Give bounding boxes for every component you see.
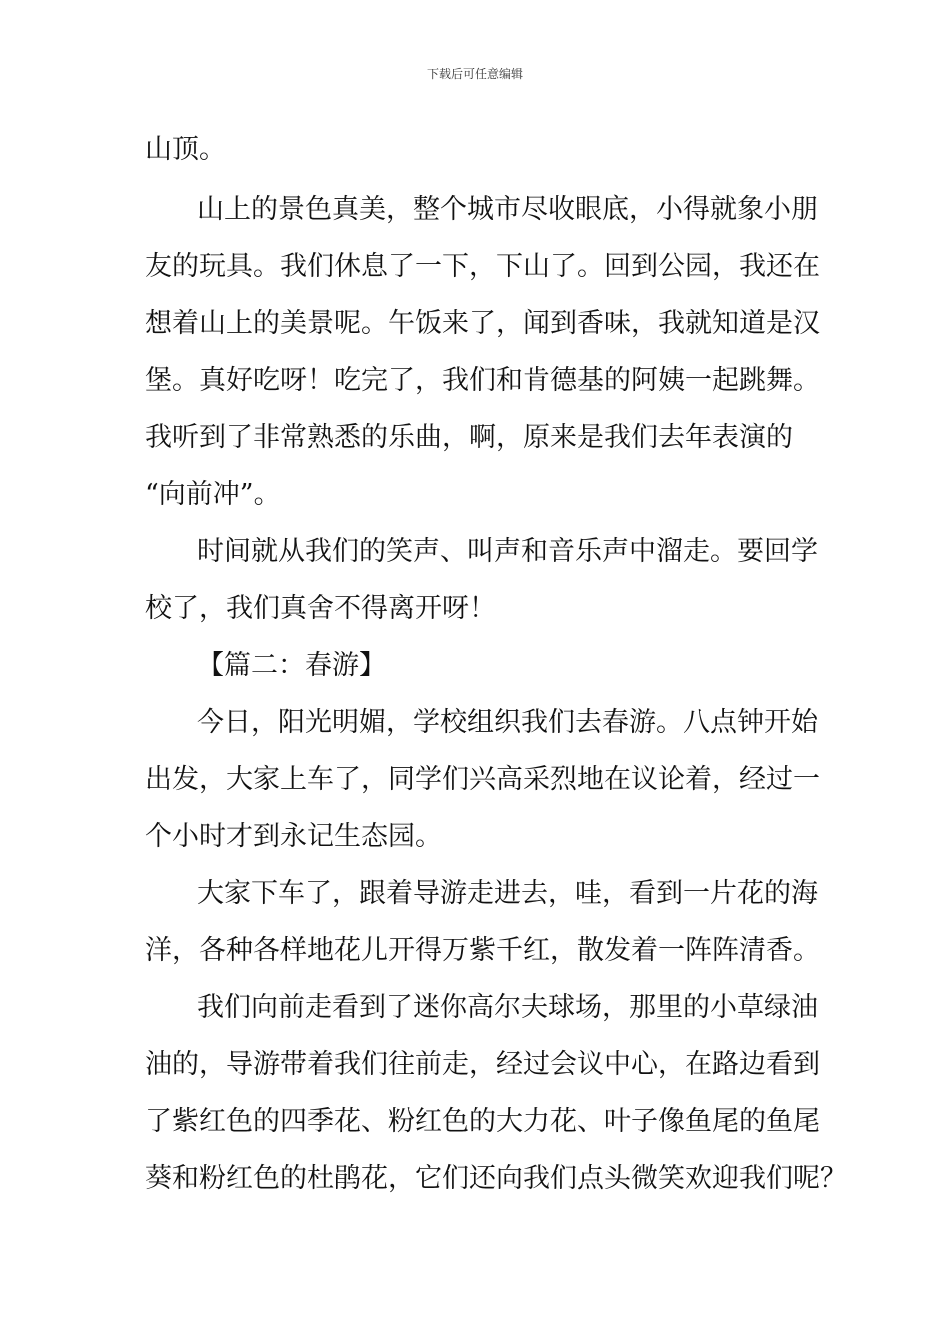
text-line: 山上的景色真美，整个城市尽收眼底，小得就象小朋: [197, 194, 818, 225]
text-line: “向前冲”。: [145, 479, 281, 510]
text-line: 我们向前走看到了迷你高尔夫球场，那里的小草绿油: [197, 992, 818, 1023]
text-line: 友的玩具。我们休息了一下，下山了。回到公园，我还在: [145, 251, 820, 282]
text-line: 葵和粉红色的杜鹃花，它们还向我们点头微笑欢迎我们呢？: [145, 1163, 847, 1194]
text-line: 想着山上的美景呢。午饭来了，闻到香味，我就知道是汉: [145, 308, 820, 339]
text-line: 堡。真好吃呀！吃完了，我们和肯德基的阿姨一起跳舞。: [145, 365, 820, 396]
text-line: 校了，我们真舍不得离开呀！: [145, 593, 496, 624]
text-line: 山顶。: [145, 134, 226, 165]
text-line: 今日，阳光明媚，学校组织我们去春游。八点钟开始: [197, 707, 818, 738]
text-line: 出发，大家上车了，同学们兴高采烈地在议论着，经过一: [145, 764, 820, 795]
section-heading: 【篇二：春游】: [197, 650, 386, 681]
text-line: 油的，导游带着我们往前走，经过会议中心，在路边看到: [145, 1049, 820, 1080]
text-line: 我听到了非常熟悉的乐曲，啊，原来是我们去年表演的: [145, 422, 793, 453]
text-line: 时间就从我们的笑声、叫声和音乐声中溜走。要回学: [197, 536, 818, 567]
page-header: 下载后可任意编辑: [426, 67, 523, 81]
text-line: 大家下车了，跟着导游走进去，哇，看到一片花的海: [197, 878, 818, 909]
text-line: 个小时才到永记生态园。: [145, 821, 442, 852]
text-line: 洋，各种各样地花儿开得万紫千红，散发着一阵阵清香。: [145, 935, 820, 966]
text-line: 了紫红色的四季花、粉红色的大力花、叶子像鱼尾的鱼尾: [145, 1106, 820, 1137]
